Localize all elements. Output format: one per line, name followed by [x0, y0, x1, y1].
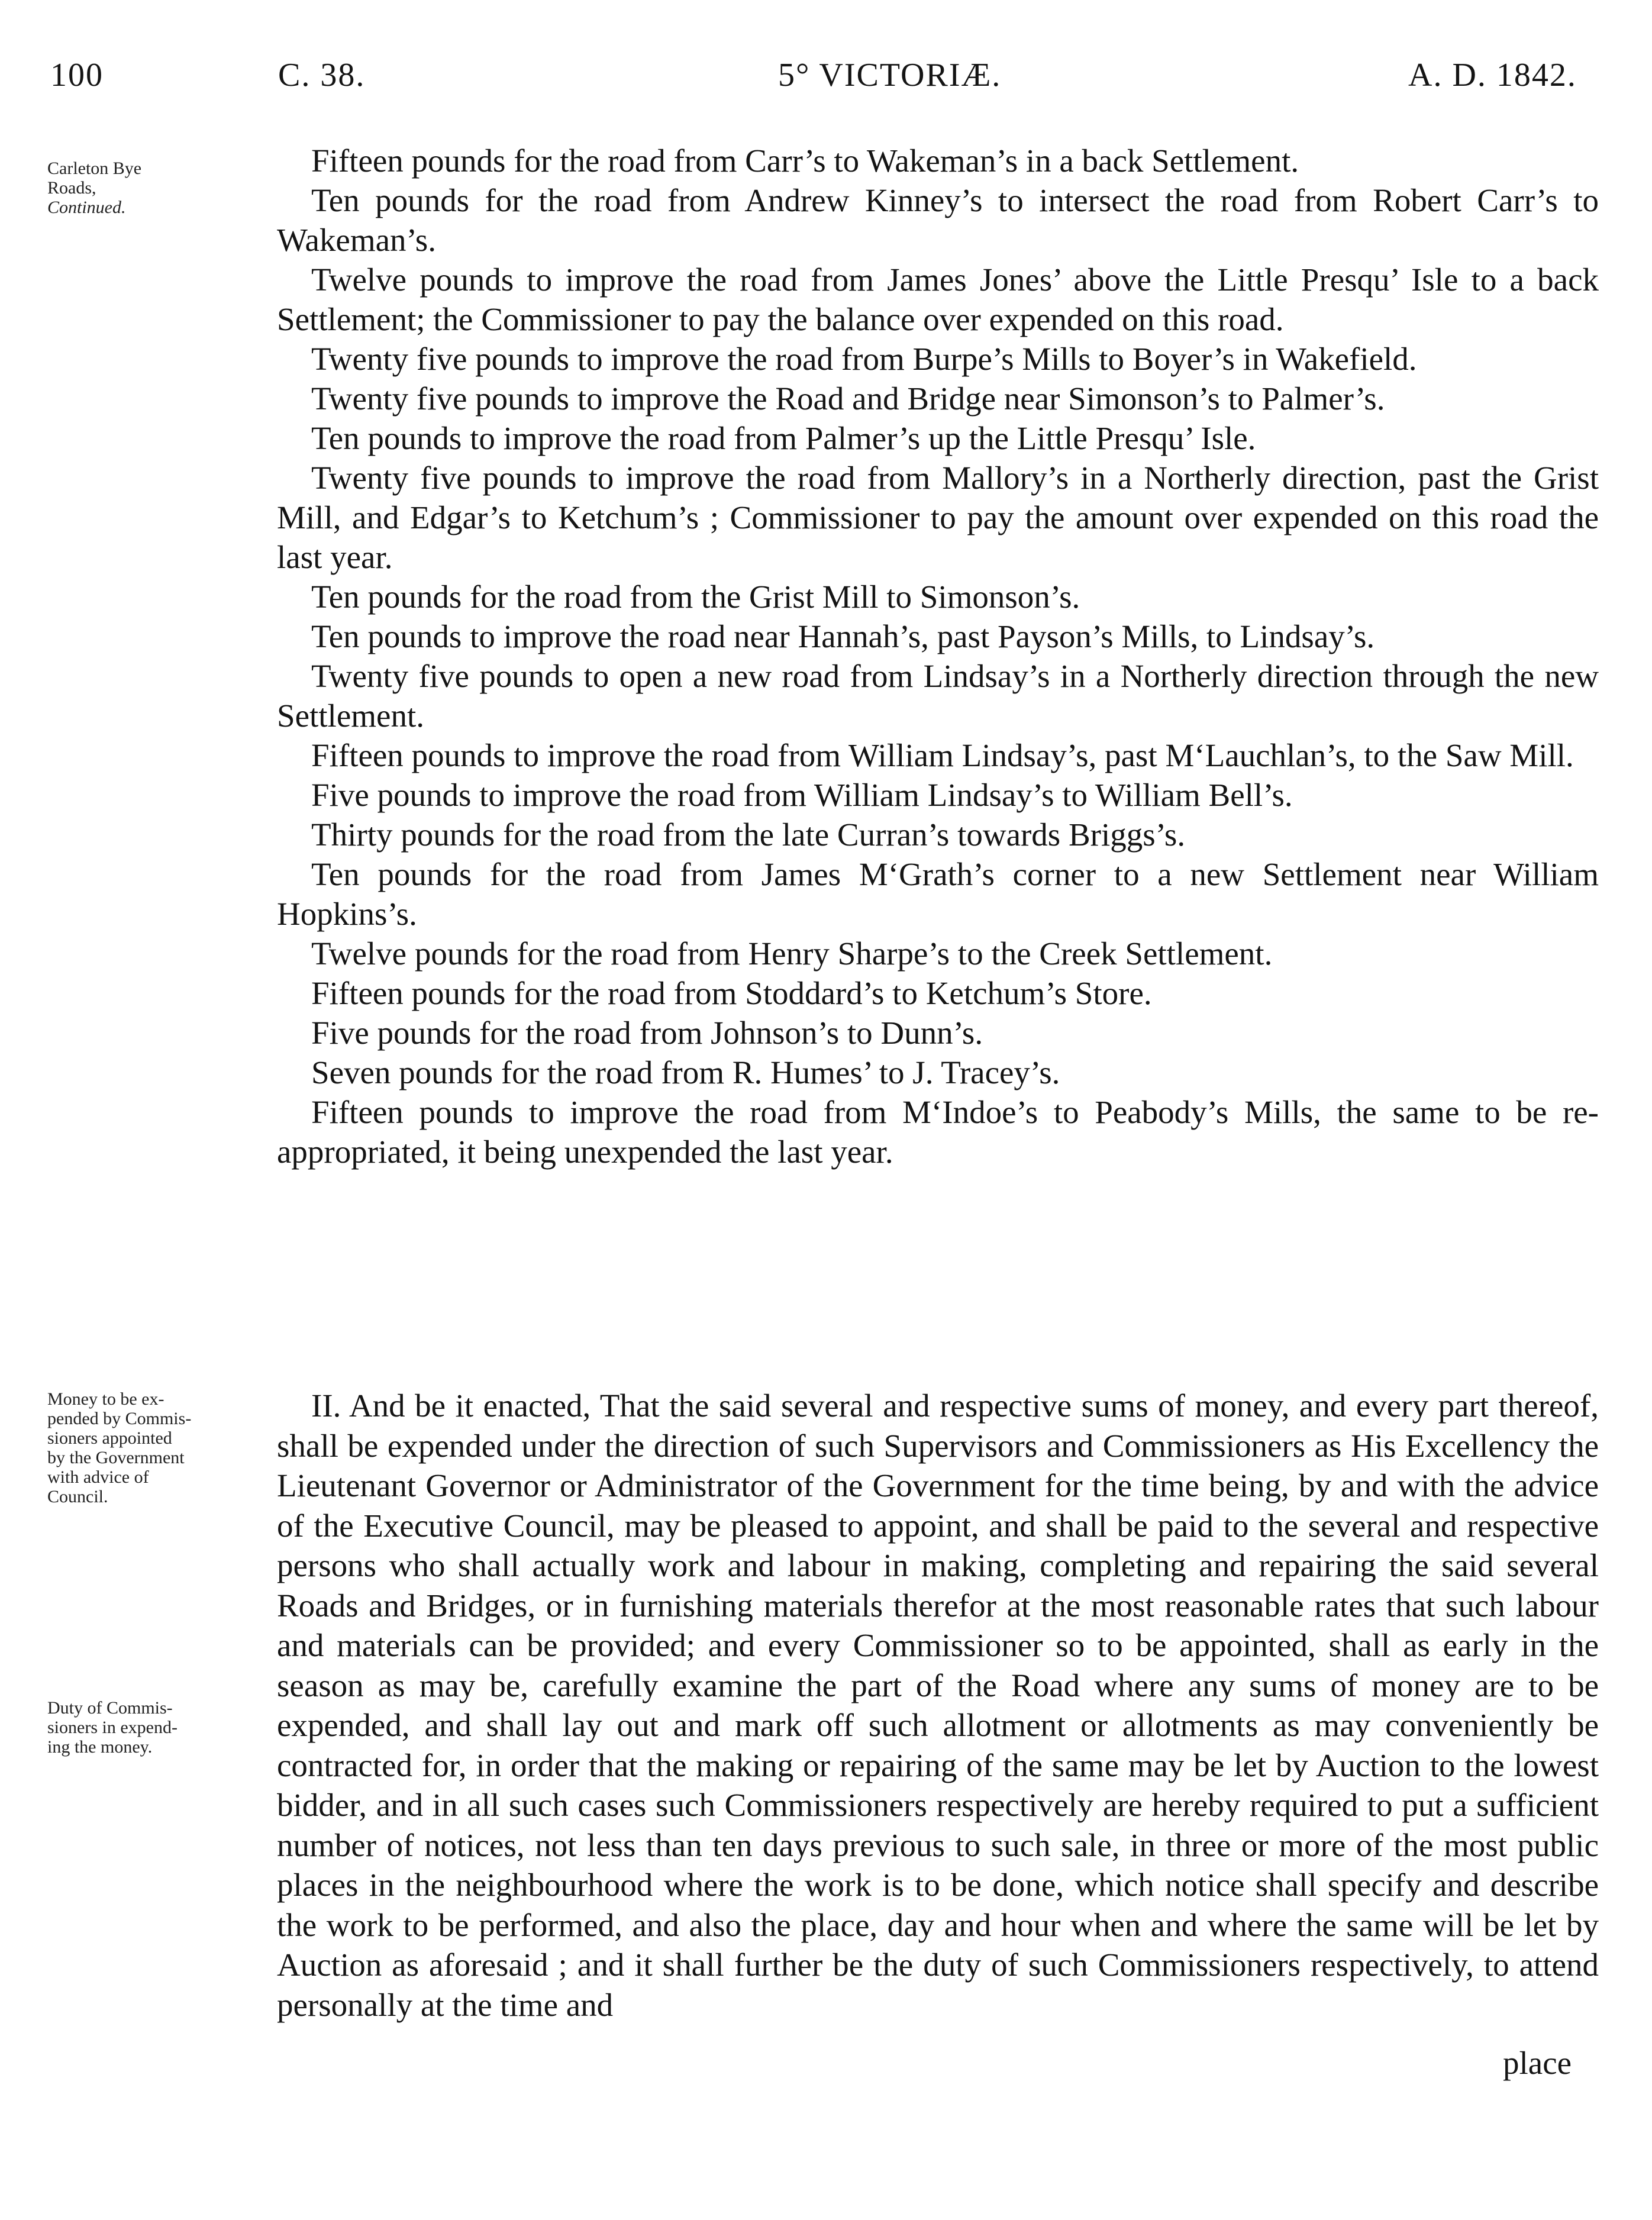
margin-note-line: Duty of Commis- — [47, 1698, 173, 1718]
appropriation-item: Ten pounds to improve the road near Hannah’s, past Payson’s Mills, to Lindsay’s. — [311, 618, 1375, 654]
appropriation-item: Twelve pounds for the road from Henry Sharpe’s to the Creek Settlement. — [311, 935, 1273, 972]
margin-note-line: sioners appointed — [47, 1428, 172, 1448]
margin-note-line: Carleton Bye — [47, 159, 142, 178]
appropriation-item: Ten pounds for the road from the Grist Mill to Simonson’s. — [311, 579, 1080, 615]
margin-note-line: by the Government — [47, 1448, 185, 1467]
margin-note-carleton-roads — [47, 159, 272, 217]
appropriation-item: Fifteen pounds for the road from Carr’s to Wakeman’s in a back Settlement. — [311, 143, 1299, 179]
margin-note-money-expended — [47, 1389, 272, 1506]
margin-note-line: Roads, — [47, 178, 96, 198]
margin-note-duty-of-commissioners — [47, 1698, 272, 1757]
margin-note-line: pended by Commis- — [47, 1409, 192, 1428]
section-two-text: II. And be it enacted, That the said several and respective sums of money, and every part thereof, shall be expended under the direction of such Supervisors and Commissioners as His Excellency the Lieutenant Governor or Administrator of the Government for the time being, by and with the advice of the Executive Council, may be pleased to appoint, and shall be paid to the several and respective persons who shall actually work and labour in making, completing and repairing the said several Roads and Bridges, or in furnishing materials therefor at the most reasonable rates that such labour and materials can be provided; and every Commissioner so to be appointed, shall as early in the season as may be, carefully examine the part of the Road where any sums of money are to be expended, and shall lay out and mark off such allotment or allotments as may conveniently be contracted for, in order that the making or repairing of the same may be let by Auction to the lowest bidder, and in all such cases such Commissioners respectively are hereby required to put a sufficient number of notices, not less than ten days previous to such sale, in three or more of the most public places in the neighbourhood where the work is to be done, which notice shall specify and describe the work to be performed, and also the place, day and hour when and where the same will be let by Auction as aforesaid ; and it shall further be the duty of such Commissioners respectively, to attend personally at the time and — [277, 1388, 1599, 2023]
margin-note-line: with advice of — [47, 1467, 149, 1487]
appropriation-item: Fifteen pounds to improve the road from M‘Indoe’s to Peabody’s Mills, the same to be re-appropriated, it being unexpended the last year. — [277, 1094, 1599, 1170]
margin-note-line: Continued. — [47, 198, 126, 217]
margin-note-line: Money to be ex- — [47, 1389, 164, 1409]
appropriation-item: Ten pounds to improve the road from Palmer’s up the Little Presqu’ Isle. — [311, 420, 1256, 456]
page-number: 100 — [50, 57, 104, 93]
margin-note-line: Council. — [47, 1487, 108, 1506]
appropriation-item: Five pounds for the road from Johnson’s to Dunn’s. — [311, 1015, 983, 1051]
appropriation-item: Fifteen pounds for the road from Stoddard’s to Ketchum’s Store. — [311, 975, 1152, 1011]
appropriation-item: Fifteen pounds to improve the road from William Lindsay’s, past M‘Lauchlan’s, to the Saw Mill. — [311, 737, 1574, 773]
appropriation-item: Twelve pounds to improve the road from James Jones’ above the Little Presqu’ Isle to a back Settlement; the Commissioner to pay the balance over expended on this road. — [277, 262, 1599, 337]
running-header — [44, 56, 1606, 109]
appropriation-item: Five pounds to improve the road from William Lindsay’s to William Bell’s. — [311, 777, 1293, 813]
appropriation-list — [277, 141, 1599, 1172]
appropriation-item: Twenty five pounds to improve the Road and Bridge near Simonson’s to Palmer’s. — [311, 380, 1385, 417]
appropriation-item: Twenty five pounds to open a new road from Lindsay’s in a Northerly direction through the new Settlement. — [277, 658, 1599, 734]
appropriation-item: Seven pounds for the road from R. Humes’ to J. Tracey’s. — [311, 1054, 1060, 1090]
appropriation-item: Twenty five pounds to improve the road from Burpe’s Mills to Boyer’s in Wakefield. — [311, 341, 1417, 377]
regnal-title: 5° VICTORIÆ. — [778, 57, 1002, 93]
margin-note-line: sioners in expend- — [47, 1718, 178, 1737]
chapter-number: C. 38. — [278, 57, 366, 93]
appropriation-item: Ten pounds for the road from James M‘Grath’s corner to a new Settlement near William Hopkins’s. — [277, 856, 1599, 932]
catchword: place — [1503, 2045, 1572, 2081]
margin-note-line: ing the money. — [47, 1737, 153, 1757]
appropriation-item: Twenty five pounds to improve the road from Mallory’s in a Northerly direction, past the Grist Mill, and Edgar’s to Ketchum’s ; Commissioner to pay the amount over expended on this road the last year. — [277, 460, 1599, 575]
appropriation-item: Thirty pounds for the road from the late Curran’s towards Briggs’s. — [311, 817, 1186, 853]
year-of-act: A. D. 1842. — [1408, 57, 1577, 93]
appropriation-item: Ten pounds for the road from Andrew Kinney’s to intersect the road from Robert Carr’s to Wakeman’s. — [277, 182, 1599, 258]
